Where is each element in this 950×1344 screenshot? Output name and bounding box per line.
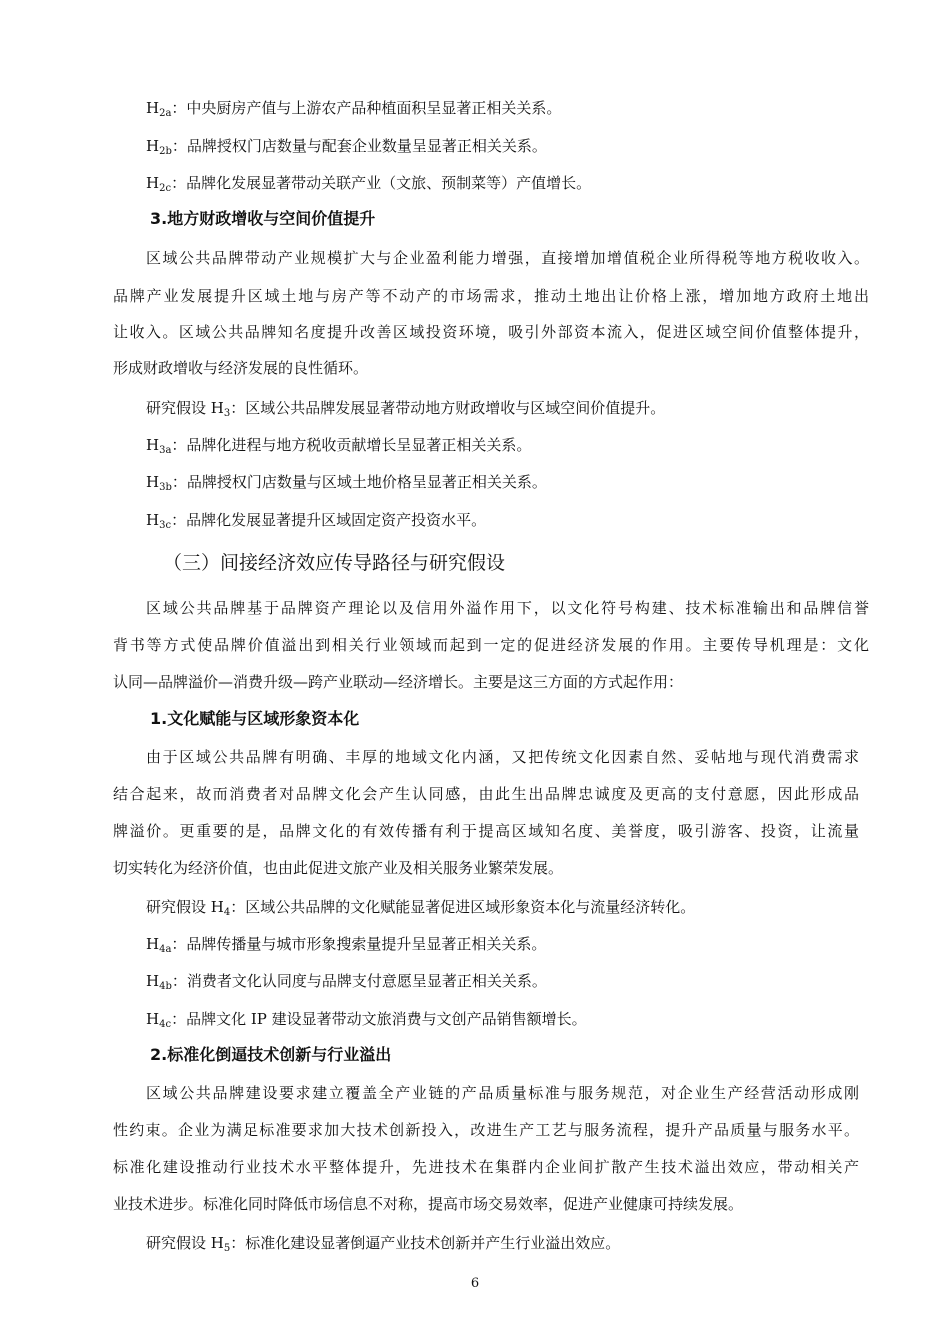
hyp-subscript: 4 (223, 907, 231, 918)
subsection-heading-2: 2.标准化倒逼技术创新与行业溢出 (150, 1045, 392, 1064)
hyp-subscript: 3a (159, 445, 172, 456)
hyp-text: ：品牌化发展显著带动关联产业（文旅、预制菜等）产值增长。 (171, 174, 592, 192)
hypothesis-h3a (146, 435, 531, 455)
hyp-subscript: 3 (223, 408, 231, 419)
hyp-prefix: H (146, 137, 160, 155)
hypothesis-h2b (146, 136, 547, 156)
subsection-heading-1: 1.文化赋能与区域形象资本化 (150, 709, 360, 728)
paragraph-line: 性约束。企业为满足标准要求加大技术创新投入，改进生产工艺与服务流程，提升产品质量与服务水平。 (113, 1121, 859, 1139)
hypothesis-h5 (146, 1233, 620, 1253)
hypothesis-h4a (146, 934, 546, 954)
paragraph-line: 牌溢价。更重要的是，品牌文化的有效传播有利于提高区域知名度、美誉度，吸引游客、投资，让流量 (113, 822, 859, 840)
paragraph-line: 区域公共品牌带动产业规模扩大与企业盈利能力增强，直接增加增值税企业所得税等地方税收收入。 (146, 249, 869, 267)
hyp-text: ：品牌授权门店数量与区域土地价格呈显著正相关关系。 (171, 473, 547, 491)
hyp-lead: 研究假设 H (146, 898, 224, 916)
hyp-prefix: H (146, 1010, 160, 1028)
hyp-prefix: H (146, 972, 160, 990)
section-heading: （三）间接经济效应传导路径与研究假设 (163, 552, 506, 574)
hyp-subscript: 2b (159, 146, 172, 157)
hyp-prefix: H (146, 99, 160, 117)
paragraph-line: 认同—品牌溢价—消费升级—跨产业联动—经济增长。主要是这三方面的方式起作用： (113, 673, 684, 691)
hyp-text: ：品牌授权门店数量与配套企业数量呈显著正相关关系。 (171, 137, 547, 155)
paragraph-line: 标准化建设推动行业技术水平整体提升，先进技术在集群内企业间扩散产生技术溢出效应，带动相关产 (113, 1158, 859, 1176)
hyp-text: ：区域公共品牌发展显著带动地方财政增收与区域空间价值提升。 (230, 399, 666, 417)
hyp-text: ：中央厨房产值与上游农产品种植面积呈显著正相关关系。 (171, 99, 562, 117)
hyp-text: ：品牌传播量与城市形象搜索量提升呈显著正相关关系。 (171, 935, 547, 953)
hypothesis-h2c (146, 173, 591, 193)
hyp-text: ：消费者文化认同度与品牌支付意愿呈显著正相关关系。 (171, 972, 547, 990)
hyp-prefix: H (146, 935, 160, 953)
paragraph-line: 品牌产业发展提升区域土地与房产等不动产的市场需求，推动土地出让价格上涨，增加地方政府土地出 (113, 287, 869, 305)
paragraph-line: 由于区域公共品牌有明确、丰厚的地域文化内涵，又把传统文化因素自然、妥帖地与现代消费需求 (146, 748, 859, 766)
hyp-text: ：品牌文化 IP 建设显著带动文旅消费与文创产品销售额增长。 (171, 1010, 587, 1028)
hyp-subscript: 5 (223, 1243, 231, 1254)
paragraph-line: 结合起来，故而消费者对品牌文化会产生认同感，由此生出品牌忠诚度及更高的支付意愿，因此形成品 (113, 785, 859, 803)
hyp-text: ：品牌化发展显著提升区域固定资产投资水平。 (171, 511, 487, 529)
hyp-subscript: 4a (159, 944, 172, 955)
hyp-subscript: 3b (159, 482, 172, 493)
hypothesis-h3 (146, 398, 665, 418)
hyp-text: ：品牌化进程与地方税收贡献增长呈显著正相关关系。 (171, 436, 532, 454)
hyp-text: ：区域公共品牌的文化赋能显著促进区域形象资本化与流量经济转化。 (230, 898, 696, 916)
hypothesis-h3b (146, 472, 547, 492)
hypothesis-h4 (146, 897, 695, 917)
hyp-text: ：标准化建设显著倒逼产业技术创新并产生行业溢出效应。 (230, 1234, 621, 1252)
subsection-heading-3: 3.地方财政增收与空间价值提升 (150, 209, 376, 228)
paragraph-line: 切实转化为经济价值，也由此促进文旅产业及相关服务业繁荣发展。 (113, 859, 564, 877)
page-number: 6 (470, 1276, 480, 1291)
hyp-lead: 研究假设 H (146, 1234, 224, 1252)
hyp-subscript: 4b (159, 981, 172, 992)
hyp-subscript: 3c (159, 520, 172, 531)
paragraph-line: 区域公共品牌基于品牌资产理论以及信用外溢作用下，以文化符号构建、技术标准输出和品牌信誉 (146, 599, 869, 617)
hyp-lead: 研究假设 H (146, 399, 224, 417)
hyp-prefix: H (146, 174, 160, 192)
paragraph-line: 让收入。区域公共品牌知名度提升改善区域投资环境，吸引外部资本流入，促进区域空间价值整体提升， (113, 323, 869, 341)
hyp-subscript: 2a (159, 108, 172, 119)
paragraph-line: 背书等方式使品牌价值溢出到相关行业领域而起到一定的促进经济发展的作用。主要传导机理是：文化 (113, 636, 869, 654)
hypothesis-h2a (146, 98, 561, 118)
hyp-prefix: H (146, 473, 160, 491)
hypothesis-h4c (146, 1009, 587, 1029)
hyp-subscript: 2c (159, 183, 172, 194)
hyp-prefix: H (146, 511, 160, 529)
hypothesis-h3c (146, 510, 486, 530)
paragraph-line: 形成财政增收与经济发展的良性循环。 (113, 359, 369, 377)
hyp-subscript: 4c (159, 1019, 172, 1030)
paragraph-line: 业技术进步。标准化同时降低市场信息不对称，提高市场交易效率，促进产业健康可持续发展。 (113, 1195, 744, 1213)
hyp-prefix: H (146, 436, 160, 454)
paragraph-line: 区域公共品牌建设要求建立覆盖全产业链的产品质量标准与服务规范，对企业生产经营活动形成刚 (146, 1084, 859, 1102)
hypothesis-h4b (146, 971, 547, 991)
